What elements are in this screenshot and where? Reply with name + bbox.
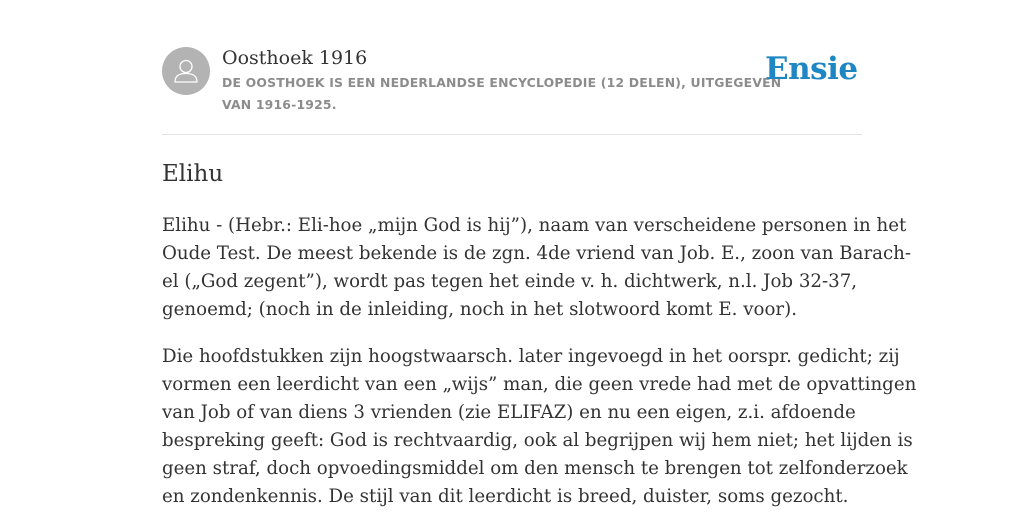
paragraph-line: genoemd; (noch in de inleiding, noch in het slotwoord komt E. voor). (162, 299, 797, 320)
paragraph-line: geen straf, doch opvoedingsmiddel om den mensch te brengen tot zelfonderzoek (162, 458, 908, 479)
paragraph-line: bespreking geeft: God is rechtvaardig, ook al begrijpen wij hem niet; het lijden is (162, 430, 913, 451)
article-paragraph (162, 212, 912, 324)
brand-logo[interactable]: Ensie (765, 51, 858, 87)
paragraph-line: Die hoofdstukken zijn hoogstwaarsch. later ingevoegd in het oorspr. gedicht; zij (162, 346, 900, 367)
paragraph-line: en zondenkennis. De stijl van dit leerdicht is breed, duister, soms gezocht. (162, 486, 849, 507)
source-header (162, 0, 862, 135)
source-description (222, 72, 782, 116)
article-page (162, 0, 917, 507)
paragraph-line: el („God zegent”), wordt pas tegen het einde v. h. dichtwerk, n.l. Job 32-37, (162, 271, 858, 292)
avatar (162, 47, 210, 95)
user-icon (162, 47, 210, 95)
paragraph-line: vormen een leerdicht van een „wijs” man, die geen vrede had met de opvattingen (162, 374, 917, 395)
paragraph-line: Elihu - (Hebr.: Eli-hoe „mijn God is hij”), naam van verscheidene personen in het (162, 215, 907, 236)
paragraph-line: van Job of van diens 3 vrienden (zie ELIFAZ) en nu een eigen, z.i. afdoende (162, 402, 856, 423)
article-title: Elihu (162, 161, 224, 187)
article-paragraph (162, 343, 917, 511)
source-description-line: VAN 1916-1925. (222, 97, 337, 112)
source-description-line: DE OOSTHOEK IS EEN NEDERLANDSE ENCYCLOPEDIE (12 DELEN), UITGEGEVEN (222, 75, 782, 90)
article-body (162, 212, 917, 530)
paragraph-line: Oude Test. De meest bekende is de zgn. 4de vriend van Job. E., zoon van Barach- (162, 243, 912, 264)
source-title[interactable]: Oosthoek 1916 (222, 47, 368, 69)
